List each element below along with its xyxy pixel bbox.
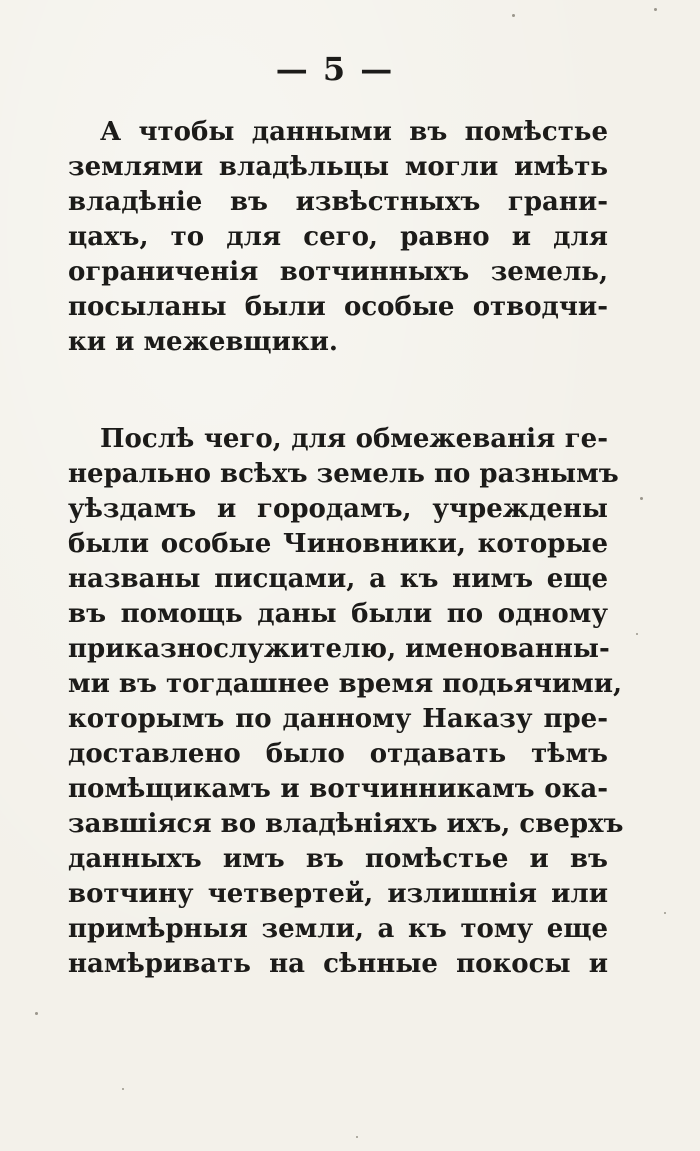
text-line: ки и межевщики. xyxy=(68,327,338,357)
paper-speck xyxy=(35,1012,38,1015)
text-line: ми въ тогдашнее время подьячими, xyxy=(68,669,623,699)
text-line: данныхъ имъ въ помѣстье и въ xyxy=(68,844,608,874)
text-line: завшіяся во владѣніяхъ ихъ, сверхъ xyxy=(68,809,624,839)
paper-speck xyxy=(512,14,515,17)
paragraph-1 xyxy=(68,115,608,360)
page-number: — 5 — xyxy=(275,50,395,88)
paper-speck xyxy=(636,633,638,635)
text-line: приказнослужителю, именованны- xyxy=(68,634,610,664)
text-line: которымъ по данному Наказу пре- xyxy=(68,704,608,734)
text-line: доставлено было отдавать тѣмъ xyxy=(68,739,608,769)
paper-speck xyxy=(640,497,643,500)
paper-speck xyxy=(664,912,666,914)
paragraph-2 xyxy=(68,422,624,982)
text-line: землями владѣльцы могли имѣть xyxy=(68,152,608,182)
text-line: помѣщикамъ и вотчинникамъ ока- xyxy=(68,774,608,804)
text-line: были особые Чиновники, которые xyxy=(68,529,608,559)
text-line: посыланы были особые отводчи- xyxy=(68,292,608,322)
text-line: намѣривать на сѣнные покосы и xyxy=(68,949,608,979)
text-line: цахъ, то для сего, равно и для xyxy=(68,222,608,252)
paper-speck xyxy=(356,1136,358,1138)
text-line: Послѣ чего, для обмежеванія ге- xyxy=(100,424,608,454)
text-line: А чтобы данными въ помѣстье xyxy=(100,117,608,147)
text-line: уѣздамъ и городамъ, учреждены xyxy=(68,494,608,524)
text-line: въ помощь даны были по одному xyxy=(68,599,608,629)
paper-speck xyxy=(654,8,657,11)
text-line: названы писцами, а къ нимъ еще xyxy=(68,564,608,594)
paper-speck xyxy=(122,1088,124,1090)
text-line: ограниченія вотчинныхъ земель, xyxy=(68,257,608,287)
text-line: примѣрныя земли, а къ тому еще xyxy=(68,914,608,944)
text-line: вотчину четвертей, излишнія или xyxy=(68,879,608,909)
text-line: нерально всѣхъ земель по разнымъ xyxy=(68,459,619,489)
text-line: владѣніе въ извѣстныхъ грани- xyxy=(68,187,608,217)
